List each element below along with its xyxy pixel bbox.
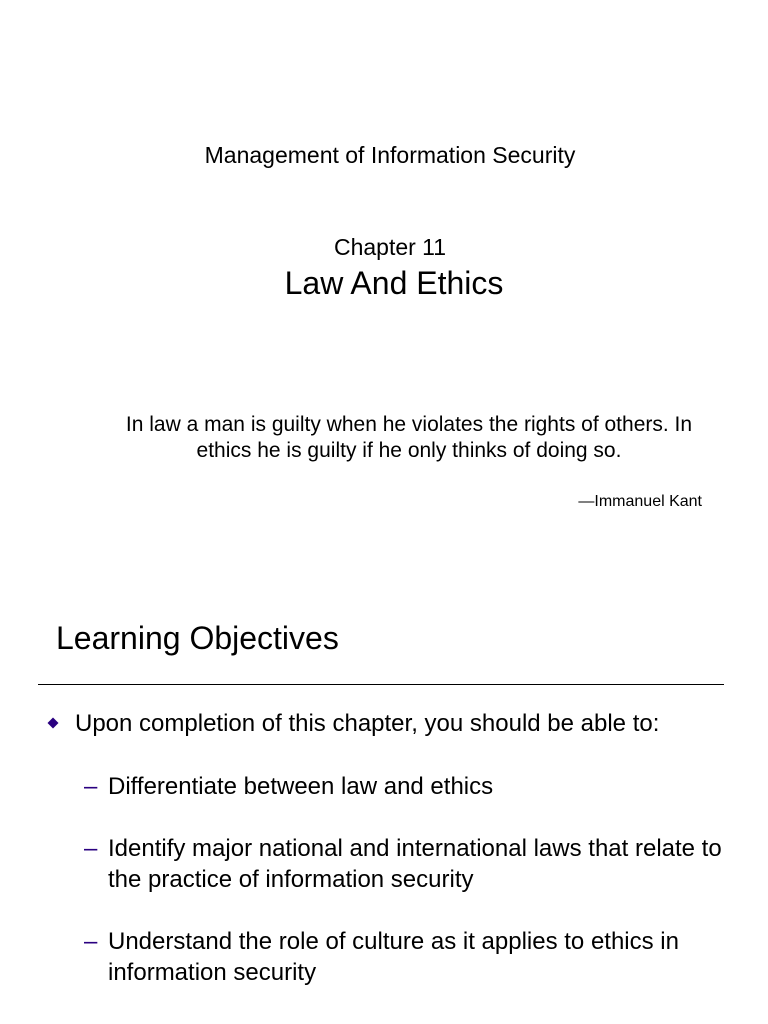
epigraph-quote: In law a man is guilty when he violates the rights of others. In ethics he is guilty if he only thinks of doing so. (125, 413, 693, 462)
list-item-text: Understand the role of culture as it applies to ethics in information security (108, 928, 679, 986)
list-item (84, 926, 724, 988)
dash-icon: – (84, 928, 98, 955)
section-heading: Learning Objectives (56, 620, 339, 656)
list-item-text: Differentiate between law and ethics (108, 773, 494, 800)
heading-divider (38, 684, 724, 685)
list-item-text: Identify major national and international laws that relate to the practice of information security (108, 835, 722, 893)
dash-icon: – (84, 773, 98, 800)
diamond-icon (47, 717, 58, 728)
quote-attribution: —Immanuel Kant (578, 493, 702, 510)
chapter-title: Law And Ethics (284, 265, 504, 301)
bullet-text: Upon completion of this chapter, you should be able to: (75, 710, 660, 737)
list-item (84, 771, 724, 802)
objectives-list (84, 771, 724, 1019)
bullet-item (46, 708, 738, 740)
list-item (84, 833, 724, 895)
chapter-label: Chapter 11 (333, 234, 447, 260)
course-title: Management of Information Security (204, 142, 576, 168)
dash-icon: – (84, 835, 98, 862)
